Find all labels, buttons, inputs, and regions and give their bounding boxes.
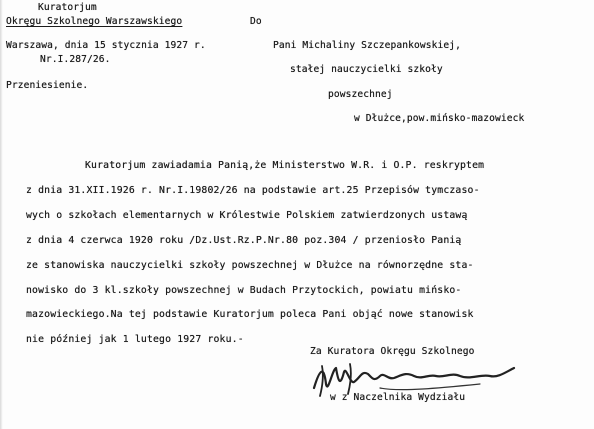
- body-line: wych o szkołach elementarnych w Królestwie Polskiem zatwierdzonych ustawą: [26, 210, 468, 221]
- recipient-school-type: powszechnej: [328, 89, 393, 100]
- body-line: z dnia 31.XII.1926 r. Nr.I.19802/26 na podstawie art.25 Przepisów tymczaso-: [26, 185, 480, 196]
- recipient-location: w Dłużce,pow.mińsko-mazowieck: [354, 113, 525, 124]
- subject-line: Przeniesienie.: [6, 80, 89, 91]
- recipient-position: stałej nauczycielki szkoły: [290, 64, 443, 75]
- recipient-name: Pani Michaliny Szczepankowskiej,: [273, 40, 462, 51]
- body-line: Kuratorjum zawiadamia Panią,że Ministerstwo W.R. i O.P. reskryptem: [85, 160, 485, 171]
- body-line: ze stanowiska nauczycielki szkoły powszechnej w Dłużce na równorzędne sta-: [26, 260, 474, 271]
- reference-number: Nr.I.287/26.: [40, 54, 111, 65]
- body-line: nowisko do 3 kl.szkoły powszechnej w Budach Przytockich, powiatu mińsko-: [26, 285, 462, 296]
- closing-signatory: w z Naczelnika Wydziału: [330, 392, 466, 403]
- office-name-line2: Okręgu Szkolnego Warszawskiego: [6, 16, 183, 27]
- scan-edge: [0, 0, 3, 429]
- body-line: z dnia 4 czerwca 1920 roku /Dz.Ust.Rz.P.Nr.80 poz.304 / przeniosło Panią: [26, 235, 462, 246]
- body-line: nie później jak 1 lutego 1927 roku.-: [26, 334, 244, 345]
- to-word: Do: [250, 16, 262, 27]
- closing-authority: Za Kuratora Okręgu Szkolnego: [310, 346, 475, 357]
- place-date: Warszawa, dnia 15 stycznia 1927 r.: [6, 40, 206, 51]
- office-name-line1: Kuratorjum: [38, 2, 97, 13]
- body-line: mazowieckiego.Na tej podstawie Kuratorjum poleca Pani objąć nowe stanowisk: [26, 309, 474, 320]
